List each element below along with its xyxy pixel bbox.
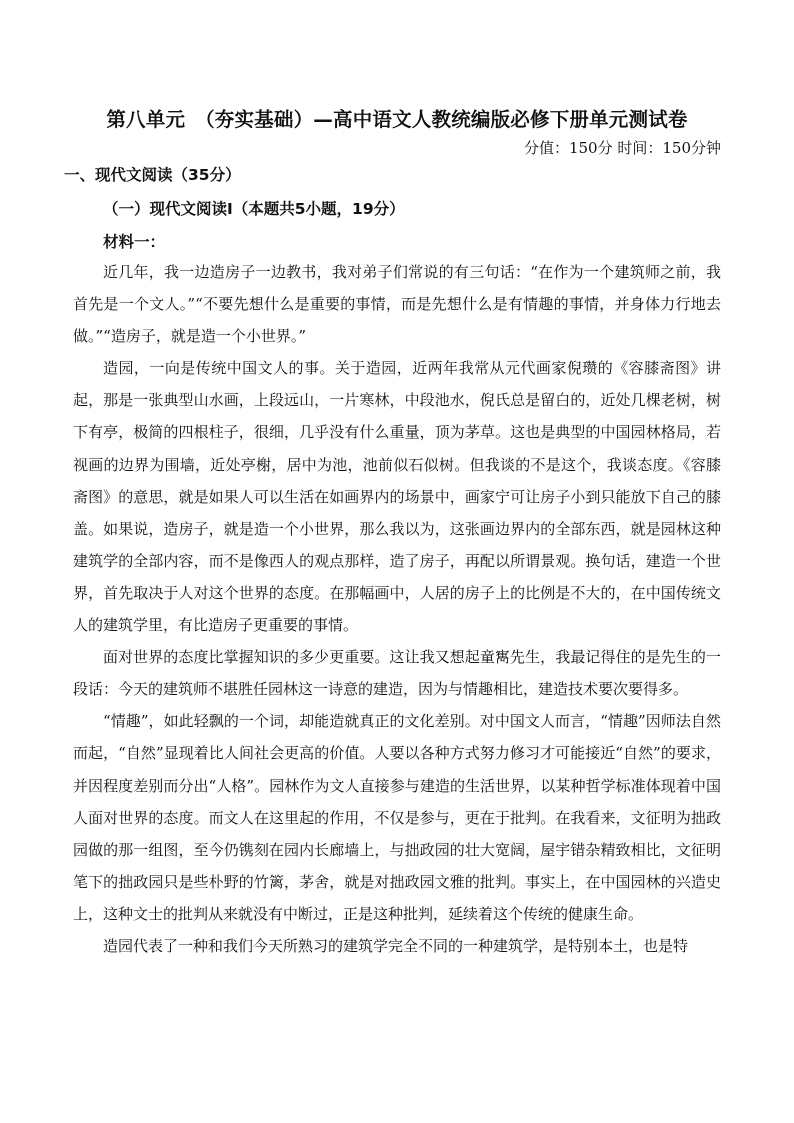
document-title: 第八单元 （夯实基础）—高中语文人教统编版必修下册单元测试卷 (106, 108, 688, 131)
subsection-heading: （一）现代文阅读Ⅰ（本题共5小题，19分） (103, 200, 405, 218)
section-heading: 一、现代文阅读（35分） (64, 166, 241, 184)
paragraph: “情趣”，如此轻飘的一个词，却能造就真正的文化差别。对中国文人而言，“情趣”因师法自然而起，“自然”显现着比人间社会更高的价值。人要以各种方式努力修习才可能接近“自然”的要求，并因程度差别而分出“人格”。园林作为文人直接参与建造的生活世界，以某种哲学标准体现着中国人面对世界的态度。而文人在这里起的作用，不仅是参与，更在于批判。在我看来，文征明为拙政园做的那一组图，至今仍镌刻在园内长廊墙上，与拙政园的壮大宽阔，屋宇错杂精致相比，文征明笔下的拙政园只是些朴野的竹篱，茅舍，就是对拙政园文雅的批判。事实上，在中国园林的兴造史上，这种文士的批判从来就没有中断过，正是这种批判，延续着这个传统的健康生命。 (73, 712, 721, 923)
material-label: 材料一： (103, 233, 166, 251)
paragraph: 近几年，我一边造房子一边教书，我对弟子们常说的有三句话：“在作为一个建筑师之前，我首先是一个文人。”“不要先想什么是重要的事情，而是先想什么是有情趣的事情，并身体力行地去做。”“造房子，就是造一个小世界。” (73, 263, 721, 346)
paragraph: 面对世界的态度比掌握知识的多少更重要。这让我又想起童寯先生，我最记得住的是先生的一段话：今天的建筑师不堪胜任园林这一诗意的建造，因为与情趣相比，建造技术要次要得多。 (73, 648, 721, 699)
reading-passage (73, 256, 721, 962)
paragraph: 造园代表了一种和我们今天所熟习的建筑学完全不同的一种建筑学，是特别本土，也是特 (103, 936, 689, 955)
paragraph: 造园，一向是传统中国文人的事。关于造园，近两年我常从元代画家倪瓒的《容膝斋图》讲起，那是一张典型山水画，上段远山，一片寒林，中段池水，倪氏总是留白的，近处几棵老树，树下有亭，极简的四根柱子，很细，几乎没有什么重量，顶为茅草。这也是典型的中国园林格局，若视画的边界为围墙，近处亭榭，居中为池，池前似石似树。但我谈的不是这个，我谈态度。《容膝斋图》的意思，就是如果人可以生活在如画界内的场景中，画家宁可让房子小到只能放下自己的膝盖。如果说，造房子，就是造一个小世界，那么我以为，这张画边界内的全部东西，就是园林这种建筑学的全部内容，而不是像西人的观点那样，造了房子，再配以所谓景观。换句话，建造一个世界，首先取决于人对这个世界的态度。在那幅画中，人居的房子上的比例是不大的，在中国传统文人的建筑学里，有比造房子更重要的事情。 (73, 359, 721, 635)
score-time-info: 分值：150分 时间：150分钟 (523, 139, 721, 157)
